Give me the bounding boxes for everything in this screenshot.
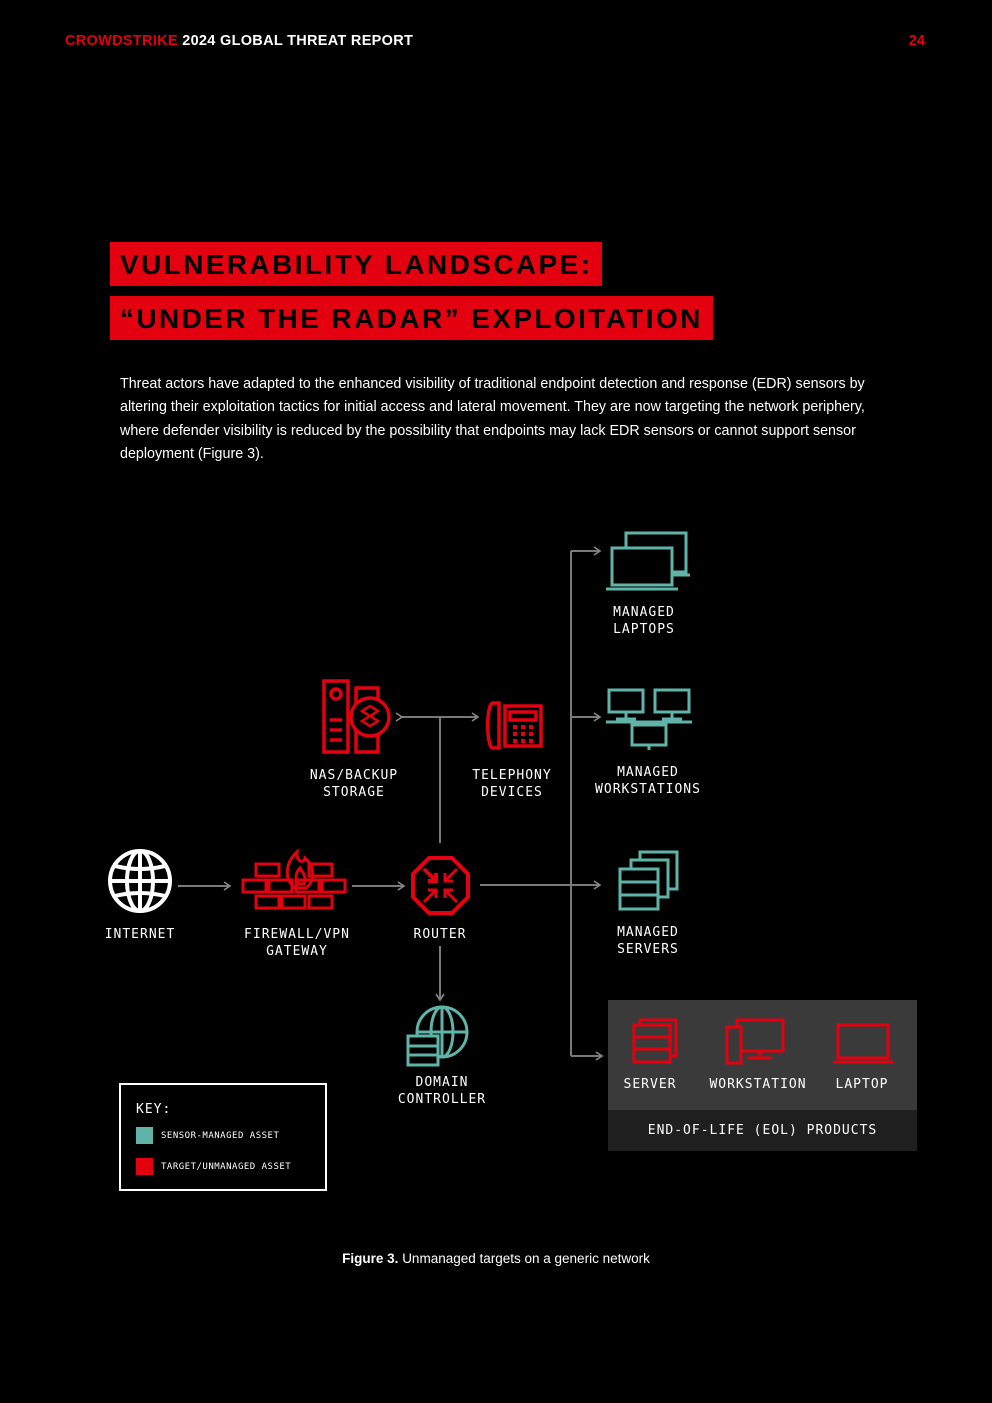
globe-icon [110,851,170,911]
label-workstations-line1: MANAGED [617,765,679,780]
label-telephony-line1: TELEPHONY [472,768,552,783]
key-title: KEY: [136,1102,172,1117]
key-target-label: TARGET/UNMANAGED ASSET [161,1161,292,1172]
label-router-line1: ROUTER [413,927,467,942]
label-internet [105,926,176,943]
phone-icon [488,703,541,748]
eol-item-laptop: LAPTOP [835,1077,889,1092]
server-icon [620,852,677,909]
label-domain [398,1074,486,1108]
storage-icon [324,681,389,752]
label-firewall [244,926,350,960]
target-swatch [136,1158,153,1175]
label-router [414,926,467,943]
label-workstations-line2: WORKSTATIONS [595,782,701,797]
label-servers-line2: SERVERS [617,942,679,957]
label-workstations [595,764,701,798]
page-number: 24 [908,33,925,49]
eol-workstation-icon [727,1020,783,1063]
connector-lines [178,551,602,1056]
intro-paragraph: Threat actors have adapted to the enhanced visibility of traditional endpoint detection and response (EDR) sensors by altering their exploitation tactics for initial access and lateral movement. They are now targeting the network periphery, where defender visibility is reduced by the possibility that endpoints may lack EDR sensors or cannot support sensor deployment (Figure 3). [120,376,865,462]
label-domain-line2: CONTROLLER [397,1092,487,1107]
label-servers-line1: MANAGED [617,925,679,940]
label-domain-line1: DOMAIN [415,1075,469,1090]
title-line-1: VULNERABILITY LANDSCAPE: [110,242,602,286]
report-title: 2024 GLOBAL THREAT REPORT [182,33,414,49]
key-sensor-row [136,1127,279,1144]
label-telephony [472,767,551,801]
eol-server-icon [634,1020,676,1062]
label-firewall-line1: FIREWALL/VPN [244,927,350,942]
label-nas-line2: STORAGE [323,785,385,800]
label-firewall-line2: GATEWAY [266,944,328,959]
key-target-row [136,1158,291,1175]
brand-name: CROWDSTRIKE [65,33,178,49]
caption-text: Unmanaged targets on a generic network [402,1251,650,1266]
eol-laptop-icon [833,1025,893,1062]
label-telephony-line2: DEVICES [481,785,543,800]
router-icon [413,858,468,913]
firewall-icon [243,852,345,908]
eol-item-workstation: WORKSTATION [709,1077,807,1092]
title-line-2: “UNDER THE RADAR” EXPLOITATION [110,296,713,340]
label-nas [310,767,398,801]
domain-controller-icon [408,1007,467,1065]
eol-item-server: SERVER [623,1077,677,1092]
workstation-icon [606,690,692,750]
label-nas-line1: NAS/BACKUP [309,768,399,783]
legend-key [119,1083,327,1191]
label-internet-line1: INTERNET [104,927,176,942]
label-servers [617,924,679,958]
label-laptops-line2: LAPTOPS [613,622,675,637]
key-sensor-label: SENSOR-MANAGED ASSET [161,1130,280,1141]
label-laptops [613,604,675,638]
laptop-icon [606,533,690,589]
label-laptops-line1: MANAGED [613,605,675,620]
sensor-swatch [136,1127,153,1144]
eol-title: END-OF-LIFE (EOL) PRODUCTS [608,1110,917,1151]
caption-label: Figure 3. [342,1251,399,1266]
figure-caption [0,1251,992,1266]
